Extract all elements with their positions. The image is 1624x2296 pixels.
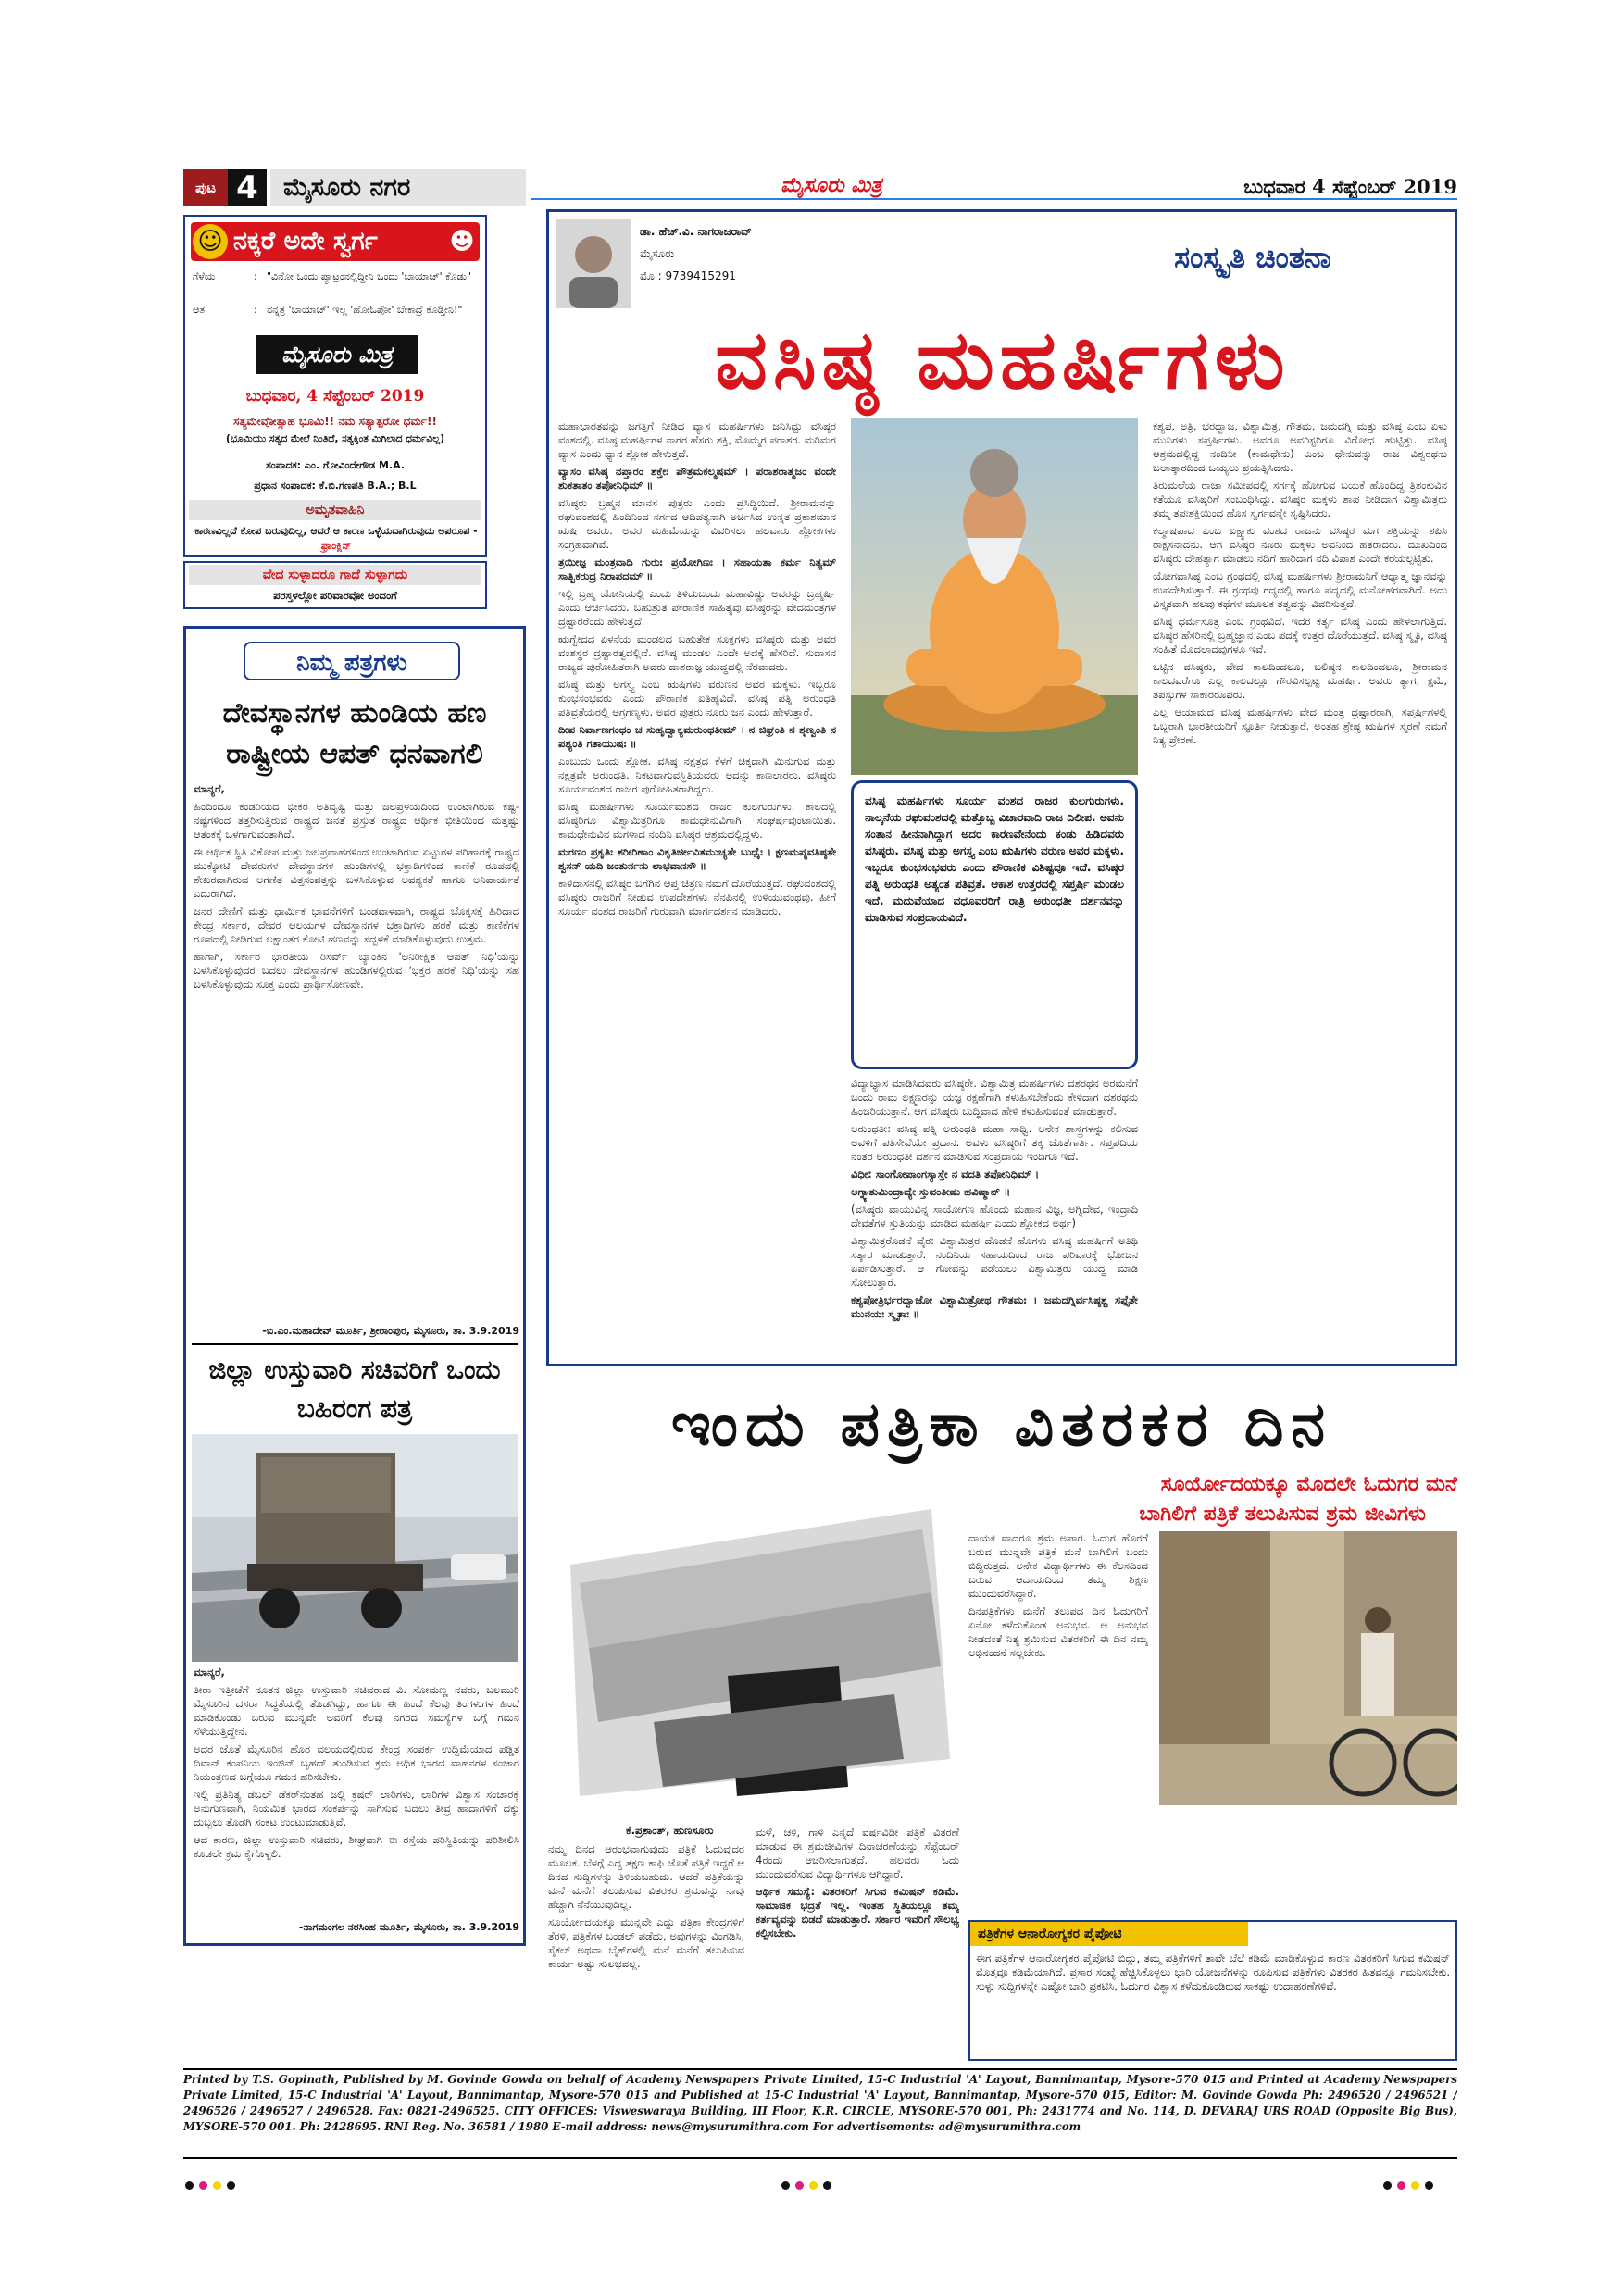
shloka: ತ್ರಯೀಜ್ಞ ಮಂತ್ರವಾದಿ ಗುರುಃ ಪ್ರಯೋಗಿಣಃ । ಸಹಾಯತಾ ಕರ್ಮ ನಿತ್ಯಮ್ ಸಾತ್ವಿಕರುದ್ರ ನಿರಾಪದಮ್ ॥ (558, 555, 836, 582)
mitra-logo: ಮೈಸೂರು ಮಿತ್ರ (256, 335, 418, 374)
truck-photo (192, 1434, 518, 1662)
letter2-body (194, 1666, 519, 1915)
joke-row (193, 302, 481, 322)
bicycle-photo (1159, 1531, 1457, 1805)
article-para: (ವಸಿಷ್ಠರು ವಾಯುವಿನ್ನ ಸಾಯೋಗಣ ಹೊಂದು ಮಹಾನ ವಿಜ್ಞ, ಅಗ್ನಿದೇವ, ಇಂದ್ರಾದಿ ದೇವತೆಗಳ ಸ್ತುತಿಯನ್ನು ಮಾಡಿದ ಮಹರ್ಷಿ ಎಂದು ಶ್ಲೋಕದ ಅರ್ಥ) (851, 1203, 1138, 1229)
amrutha-author: ಫ್ರಾಂಕ್ಲಿನ್ (320, 540, 352, 552)
letter2-para: ತೀರಾ ಇತ್ತೀಚೆಗೆ ನೂತನ ಜಿಲ್ಲಾ ಉಸ್ತುವಾರಿ ಸಚಿವರಾದ ವಿ. ಸೋಮಣ್ಣ ನವರು, ಬಲಮುರಿ ಮೈಸೂರಿನ ದಸರಾ ಸಿದ್ಧತೆಯಲ್ಲಿ ತೊಡಗಿದ್ದು, ಹಾಗೂ ಈ ಹಿಂದೆ ಕೆಲವು ತಿಂಗಳುಗಳ ಹಿಂದೆ ಮಾಡಿಕೊಂಡು ಬರುವ ಮುನ್ನವೇ ಅವರಿಗೆ ಕೆಲವು ನಗರದ ಸಮಸ್ಯೆಗಳ ಬಗ್ಗೆ ಗಮನ ಸೆಳೆಯುತ್ತಿದ್ದೇನೆ. (194, 1683, 519, 1738)
health-text: ಈಗ ಪತ್ರಿಕೆಗಳ ಆನಾರೋಗ್ಯಕರ ಪೈಪೋಟಿ ಬಿದ್ದು, ತಮ್ಮ ಪತ್ರಿಕೆಗಳಿಗೆ ತಾವೇ ಬೆಲೆ ಕಡಿಮೆ ಮಾಡಿಕೊಳ್ಳುವ ಕಾರಣ ವಿತರಕರಿಗೆ ಸಿಗುವ ಕಮಿಷನ್ ಮೊತ್ತವೂ ಕಡಿಮೆಯಾಗಿದೆ. ಪ್ರಸಾರ ಸಂಖ್ಯೆ ಹೆಚ್ಚಿಸಿಕೊಳ್ಳಲು ಭಾರಿ ಯೋಜನೆಗಳನ್ನು ರೂಪಿಸುವ ಪತ್ರಿಕೆಗಳು ವಿತರಕರ ಹಿತವನ್ನೂ ಗಮನಿಸಬೇಕು. ಸುಳ್ಳು ಸುದ್ದಿಗಳನ್ನೇ ಎಷ್ಟೋ ಬಾರಿ ಪ್ರಕಟಿಸಿ, ಓದುಗರ ವಿಶ್ವಾಸ ಕಳೆದುಕೊಂಡಿರುವ ಸಾಕಷ್ಟು ಉದಾಹರಣೆಗಳಿವೆ. (976, 1952, 1450, 1992)
health-title: ಪತ್ರಿಕೆಗಳ ಆನಾರೋಗ್ಯಕರ ಪೈಪೋಟಿ (970, 1922, 1248, 1946)
nakkare-date: ಬುಧವಾರ, 4 ಸೆಪ್ಟೆಂಬರ್ 2019 (245, 387, 425, 406)
page-header (183, 169, 1457, 206)
article-para: ಒಟ್ಟಿನ ವಸಿಷ್ಠರು, ವೇದ ಕಾಲದಿಂದಲೂ, ಬಲಿಷ್ಠನ ಕಾಲದಿಂದಲೂ, ಶ್ರೀರಾಮನ ಕಾಲದವರೆಗೂ ಎಲ್ಲ ಕಾಲದಲ್ಲೂ ಗೌರವಿಸಲ್ಪಟ್ಟ ಮಹರ್ಷಿ. ಅವರು ತ್ಯಾಗ, ಕ್ಷಮೆ, ತಪಸ್ಸುಗಳ ಸಾಕಾರರೂಪರು. (1153, 660, 1447, 701)
amrutha-title: ಅಮೃತವಾಹಿನಿ (189, 500, 481, 520)
header-rule (531, 198, 1457, 200)
nakkare-motto: ಸತ್ಯಮೇವೋತ್ಸಾಹ ಭೂಮಿ!! ನಮ ಸತ್ಯಾತ್ಪರೋ ಧರ್ಮ!! (233, 415, 437, 428)
distributors-para: ದಿನಪತ್ರಿಕೆಗಳು ಮನೆಗೆ ತಲುಪದ ದಿನ ಓದುಗರಿಗೆ ಏನೋ ಕಳೆದುಕೊಂಡ ಅನುಭವ. ಆ ಅನುಭವ ನೀಡದಂತೆ ನಿತ್ಯ ಶ್ರಮಿಸುವ ವಿತರಕರಿಗೆ ಈ ದಿನ ನಮ್ಮ ಅಭಿನಂದನೆ ಸಲ್ಲಬೇಕು. (968, 1604, 1148, 1659)
article-para: ವಸಿಷ್ಠ ಧರ್ಮಸೂತ್ರ ಎಂಬ ಗ್ರಂಥವಿದೆ. ಇದರ ಕರ್ತೃ ವಸಿಷ್ಠ ಎಂದು ಹೇಳಲಾಗುತ್ತಿದೆ. ವಸಿಷ್ಠರ ಹೆಸರಿನಲ್ಲಿ ಬ್ರಹ್ಮಜ್ಞಾನ ಎಂಬ ಪದಕ್ಕೆ ಉತ್ತರ ದೊರೆಯುತ್ತದೆ. ವಸಿಷ್ಠ ಸ್ಮೃತಿ, ವಸಿಷ್ಠ ಸಂಹಿತೆ ಮೊದಲಾದವುಗಳೂ ಇವೆ. (1153, 615, 1447, 655)
article-para: ಕಾಳಿದಾಸನಲ್ಲಿ ವಸಿಷ್ಠರ ಬಗೆಗಿನ ಆಪ್ತ ಚಿತ್ರಣ ನಮಗೆ ದೊರೆಯುತ್ತದೆ. ರಘುವಂಶದಲ್ಲಿ ವಸಿಷ್ಠರು ರಾಜರಿಗೆ ನೀಡುವ ಉಪದೇಶಗಳು ನೆನಪಿನಲ್ಲಿ ಉಳಿಯುವಂಥವು. ಹೀಗೆ ಸೂರ್ಯ ವಂಶದ ರಾಜರಿಗೆ ಗುರುವಾಗಿ ಮಾರ್ಗದರ್ಶನ ಮಾಡಿದರು. (558, 877, 836, 917)
column-title: ಸಂಸ್ಕೃತಿ ಚಿಂತನಾ (1174, 240, 1331, 275)
article-para: ಎಂಬುದು ಒಂದು ಶ್ಲೋಕ. ವಸಿಷ್ಠ ನಕ್ಷತ್ರದ ಕೆಳಗೆ ಚಿಕ್ಕದಾಗಿ ಮಿನುಗುವ ಮತ್ತು ನಕ್ಷತ್ರವೇ ಅರುಂಧತಿ. ನಿಕಟವಾಗುವಸ್ಥಿತಿಯವರು ಅದನ್ನು ಕಾಣಲಾರರು. ವಸಿಷ್ಠರು ಸೂರ್ಯವಂಶದ ರಾಜರ ಪುರೋಹಿತರಾಗಿದ್ದರು. (558, 755, 836, 795)
letter-divider (192, 1343, 518, 1345)
section-title: ಮೈಸೂರು ನಗರ (270, 169, 526, 206)
sage-illustration (851, 418, 1138, 775)
distributors-para: ಮಳೆ, ಚಳಿ, ಗಾಳಿ ಎನ್ನದೆ ವರ್ಷವಿಡೀ ಪತ್ರಿಕೆ ವಿತರಣೆ ಮಾಡುವ ಈ ಶ್ರಮಜೀವಿಗಳ ದಿನಾಚರಣೆಯನ್ನು ಸೆಪ್ಟೆಂಬರ್ 4ರಂದು ಆಚರಿಸಲಾಗುತ್ತದೆ. ಹಲವರು ಓದು ಮುಂದುವರೆಸುವ ವಿದ್ಯಾರ್ಥಿಗಳೂ ಆಗಿದ್ದಾರೆ. (756, 1826, 959, 1880)
author-name: ಡಾ. ಹೆಚ್.ವಿ. ನಾಗರಾಜರಾವ್ (640, 225, 752, 238)
footer-rule-bottom (183, 2157, 1457, 2159)
article-para: ಎಲ್ಲ ಆಯಾಮದ ವಸಿಷ್ಠ ಮಹರ್ಷಿಗಳು ವೇದ ಮಂತ್ರ ದ್ರಷ್ಟಾರರಾಗಿ, ಸಪ್ತರ್ಷಿಗಳಲ್ಲಿ ಒಬ್ಬರಾಗಿ ಭಾರತೀಯರಿಗೆ ಸ್ಫೂರ್ತಿ ನೀಡುತ್ತಾರೆ. ಅಂತಹ ಶ್ರೇಷ್ಠ ಋಷಿಗಳ ಸ್ಮರಣೆ ನಮಗೆ ನಿತ್ಯ ಪ್ರೇರಣೆ. (1153, 705, 1447, 746)
smiley-icon: ☺ (193, 224, 228, 259)
author-portrait (556, 219, 631, 308)
vasishta-col1 (558, 419, 836, 1354)
author-photo (556, 219, 631, 308)
newspaper-stack-illustration (543, 1481, 968, 1824)
masthead-small: ಮೈಸೂರು ಮಿತ್ರ (781, 173, 882, 197)
letter2-signature: -ನಾಗಮಂಗಲ ನರಸಿಂಹ ಮೂರ್ತಿ, ಮೈಸೂರು, ತಾ. 3.9.2019 (298, 1921, 519, 1933)
author-place: ಮೈಸೂರು (640, 247, 675, 260)
page-number: 4 (228, 169, 267, 206)
article-para: ಋಗ್ವೇದದ ಏಳನೆಯ ಮಂಡಲದ ಬಹುತೇಕ ಸೂಕ್ತಗಳು ವಸಿಷ್ಠರು ಮತ್ತು ಅವರ ವಂಶಸ್ಥರ ದ್ರಷ್ಟಾರತ್ವದಲ್ಲಿವೆ. ವಸಿಷ್ಠ ಮಂಡಲ ಎಂದೇ ಅದಕ್ಕೆ ಹೆಸರಿದೆ. ಸುದಾಸನ ರಾಜ್ಯದ ಪುರೋಹಿತರಾಗಿ ಅವರು ದಾಶರಾಜ್ಞ ಯುದ್ಧದಲ್ಲಿ ನೆರವಾದರು. (558, 632, 836, 673)
letter2-para: ಇಲ್ಲಿ ಪ್ರತಿನಿತ್ಯ ಡಬಲ್ ಡೆಕರ್‌ನಂತಹ ಜಲ್ಲಿ ಕ್ರಷರ್ ಲಾರಿಗಳು, ಲಾರಿಗಳ ವಿಶ್ವಾಸ ಸಂಚಾರಕ್ಕೆ ಅನುಗುಣವಾಗಿ, ನಿಯಮಿತ ಭಾರದ ಸಂಕರ್ಪನ್ನು ಸಾಗಿಸುವ ಬದಲು ತೀವ್ರ ಹಾದಾಗಳಿಗೆ ದಕ್ಕು ದುಬ್ಬಲು ತೊಡಗಿ ಸಂಕಟ ಉಂಟುಮಾಡುತ್ತಿವೆ. (194, 1788, 519, 1828)
letter1-para: ಈ ಆರ್ಥಿಕ ಸ್ಥಿತಿ ವಿಕೋಪ ಮತ್ತು ಜಲಪ್ರವಾಹಗಳಿಂದ ಉಂಟಾಗಿರುವ ಏಟ್ಟುಗಳ ಪರಿಹಾರಕ್ಕೆ ರಾಷ್ಟ್ರದ ಮುಕ್ಕೋಟಿ ದೇವರುಗಳ ದೇವಸ್ಥಾನಗಳ ಹುಂಡಿಗಳಲ್ಲಿ ಭಕ್ತಾದಿಗಳಿಂದ ಕಾಣಿಕೆ ರೂಪದಲ್ಲಿ ಶೇಖರವಾಗಿರುವ ಅಗಣಿತ ವಿತ್ತಸಂಪತ್ತನ್ನು ಬಳಸಿಕೊಳ್ಳುವ ಅವಶ್ಯಕತೆ ಹಾಗೂ ಅನಿವಾರ್ಯತೆ ಎದುರಾಗಿದೆ. (194, 845, 519, 900)
distributors-para: ದಾಯಕ ವಾದರೂ ಶ್ರಮ ಅಪಾರ. ಓದುಗ ಹೊರಗೆ ಬರುವ ಮುನ್ನವೇ ಪತ್ರಿಕೆ ಮನೆ ಬಾಗಿಲಿಗೆ ಬಂದು ಬಿದ್ದಿರುತ್ತದೆ. ಅನೇಕ ವಿದ್ಯಾರ್ಥಿಗಳು ಈ ಕೆಲಸದಿಂದ ಬರುವ ಆದಾಯದಿಂದ ತಮ್ಮ ಶಿಕ್ಷಣ ಮುಂದುವರೆಸಿದ್ದಾರೆ. (968, 1531, 1148, 1600)
vasishta-col3 (1153, 419, 1447, 1354)
vasishta-frame (546, 209, 1457, 1366)
amrutha-text: ಕಾರಣವಿಲ್ಲದೆ ಕೋಪ ಬರುವುದಿಲ್ಲ, ಆದರೆ ಆ ಕಾರಣ ಒಳ್ಳೆಯದಾಗಿರುವುದು ಅಪರೂಪ - (194, 525, 478, 537)
vasishta-headline: ವಸಿಷ್ಠ ಮಹರ್ಷಿಗಳು (715, 311, 1291, 407)
shloka: ಕಶ್ಯಪೋತ್ರಿರ್ಭರದ್ವಾಜೋ ವಿಶ್ವಾಮಿತ್ರೋಥ ಗೌತಮಃ । ಜಮದಗ್ನಿರ್ವಸಿಷ್ಠಶ್ಚ ಸಪ್ತೈತೇ ಮುನಯಃ ಸ್ಮೃತಾಃ ॥ (851, 1293, 1138, 1320)
chief-editor-line: ಪ್ರಧಾನ ಸಂಪಾದಕ: ಕೆ.ಬಿ.ಗಣಪತಿ B.A.; B.L (254, 480, 417, 492)
cartoon-icon: ☻ (449, 228, 475, 256)
letter2-para: ಅದರ ಜೊತೆ ಮೈಸೂರಿನ ಹೊರ ವಲಯದಲ್ಲಿರುವ ಕೇಂದ್ರ ಸಂಪರ್ಕ ಉದ್ದಿಮೆಯಾದ ಪಡ್ಡಿತ ದಿವಾನ್ ಕಂಪನಿಯ ಇಂಜಿನ್ ಬೃಹದ್ ತುಂಡಿಸುವ ಕ್ರಮ ಅಧಿಕ ಭಾರದ ವಾಹನಗಳ ಸಂಚಾರ ನಿಯಂತ್ರಣದ ಬಗ್ಗೆಯೂ ಗಮನ ಹರಿಸಬೇಕು. (194, 1742, 519, 1783)
letter1-para: ಜನರ ದೇಣಿಗೆ ಮತ್ತು ಧಾರ್ಮಿಕ ಭಾವನೆಗಳಿಗೆ ಬಂಡವಾಳವಾಗಿ, ರಾಷ್ಟ್ರದ ಬೊಕ್ಕಸಕ್ಕೆ ಹಿರಿದಾದ ಕೇಂದ್ರ ಸರ್ಕಾರ, ದೇವರ ಆಲಯಗಳ ದೇವಸ್ಥಾನಗಳ ಭಕ್ತಾದಿಗಳು ಹರಕೆ ಮತ್ತು ಕಾಣಿಕೆಗಳ ರೂಪದಲ್ಲಿ ನೀಡಿರುವ ಲಕ್ಷಾಂತರ ಕೋಟಿ ಹಣವನ್ನು ಸದ್ಬಳಕೆ ಮಾಡಿಕೊಳ್ಳುವುದು ಉತ್ತಮ. (194, 905, 519, 945)
nakkare-title: ನಕ್ಕರೆ ಅದೇ ಸ್ವರ್ಗ (233, 227, 378, 256)
article-para: ಕಲ್ಮಾಷಪಾದ ಎಂಬ ಐಕ್ಷ್ವಾಕು ವಂಶದ ರಾಜನು ವಸಿಷ್ಠರ ಮಗ ಶಕ್ತಿಯನ್ನು ಶಪಿಸಿ ರಾಕ್ಷಸನಾದನು. ಆಗ ವಸಿಷ್ಠರ ನೂರು ಮಕ್ಕಳು ಅವನಿಂದ ಹತರಾದರು. ದುಃಖದಿಂದ ವಸಿಷ್ಠರು ದೇಹತ್ಯಾಗ ಮಾಡಲು ನದಿಗೆ ಹಾರಿದಾಗ ನದಿ ವಿಪಾಶ ಎಂದೇ ಕರೆಯಲ್ಪಟ್ಟಿತು. (1153, 524, 1447, 565)
joke-colon: : (254, 270, 257, 282)
shloka: ವ್ಯಾಸಂ ವಸಿಷ್ಠ ನಪ್ತಾರಂ ಶಕ್ತೇಃ ಪೌತ್ರಮಕಲ್ಮಷಮ್ । ಪರಾಶರಾತ್ಮಜಂ ವಂದೇ ಶುಕತಾತಂ ತಪೋನಿಧಿಮ್ ॥ (558, 465, 836, 492)
article-para: ಕಶ್ಯಪ, ಅತ್ರಿ, ಭರದ್ವಾಜ, ವಿಶ್ವಾಮಿತ್ರ, ಗೌತಮ, ಜಮದಗ್ನಿ ಮತ್ತು ವಸಿಷ್ಠ ಎಂಬ ಏಳು ಮುನಿಗಳು ಸಪ್ತರ್ಷಿಗಳು. ಅವರೂ ಅವರಿಸ್ಟರಿಗೂ ವಿರೋಧ ಹುಟ್ಟಿತ್ತು. ವಸಿಷ್ಠ ಆಶ್ರಮದಲ್ಲಿದ್ದ ನಂದಿನೀ (ಕಾಮಧೇನು) ಎಂಬ ಧೇನುವನ್ನು ರಾಜ ವಿಶ್ವರಥನು ಬಲಾತ್ಕಾರದಿಂದ ಒಯ್ಯಲು ಪ್ರಯತ್ನಿಸಿದನು. (1153, 419, 1447, 474)
truck-photo-illustration (192, 1434, 518, 1662)
vasishta-painting (851, 418, 1138, 775)
joke-speaker: ಗೆಳೆಯ (193, 270, 216, 282)
author-phone: ಮೊ : 9739415291 (640, 269, 736, 282)
joke-line: ನನ್ನತ್ರ 'ಬಾಯಾಚ್' ಇಲ್ಲ 'ಹೋಓಪೋ' ಬೇಕಾದ್ರೆ ಕೊಡ್ತೀನಿ!" (267, 304, 463, 316)
nakkare-header (191, 222, 480, 261)
letter1-para: ಹಾಗಾಗಿ, ಸರ್ಕಾರ ಭಾರತೀಯ ರಿಸರ್ವ್ ಬ್ಯಾಂಕಿನ 'ಅನಿರೀಕ್ಷಿತ ಆಪತ್ ನಿಧಿ'ಯನ್ನು ಬಳಸಿಕೊಳ್ಳುವುದರ ಬದಲು ದೇವಸ್ಥಾನಗಳ ಹುಂಡಿಗಳಲ್ಲಿರುವ 'ಭಕ್ತರ ಹರಕೆ ನಿಧಿ'ಯನ್ನು ಸಹ ಬಳಸಿಕೊಳ್ಳುವುದು ಸೂಕ್ತ ಎಂದು ಪ್ರಾರ್ಥಿಸೋಣವೇ. (194, 950, 519, 991)
distributors-para: ಸೂರ್ಯೋದಯಕ್ಕೂ ಮುನ್ನವೇ ಎದ್ದು ಪತ್ರಿಕಾ ಕೇಂದ್ರಗಳಿಗೆ ತೆರಳಿ, ಪತ್ರಿಕೆಗಳ ಬಂಡಲ್ ಪಡೆದು, ಅವುಗಳನ್ನು ವಿಂಗಡಿಸಿ, ಸೈಕಲ್ ಅಥವಾ ಬೈಕ್‌ಗಳಲ್ಲಿ ಮನೆ ಮನೆಗೆ ತಲುಪಿಸುವ ಕಾರ್ಯ ಅಷ್ಟು ಸುಲಭವಲ್ಲ. (548, 1915, 744, 1970)
letter2-title: ಜಿಲ್ಲಾ ಉಸ್ತುವಾರಿ ಸಚಿವರಿಗೆ ಒಂದು ಬಹಿರಂಗ ಪತ್ರ (208, 1354, 501, 1424)
article-para: ತಿರುಮಲೆಯ ರಾಜಾ ಸಮೀಪದಲ್ಲಿ ಸರ್ಗಕ್ಕೆ ಹೋಗುವ ಬಯಕೆ ಹೊಂದಿದ್ದ ತ್ರಿಶಂಕುವಿನ ಕತೆಯೂ ವಸಿಷ್ಠರಿಗೆ ಸಂಬಂಧಿಸಿದ್ದು. ವಸಿಷ್ಠರ ಮಕ್ಕಳು ಶಾಪ ನೀಡಿದಾಗ ವಿಶ್ವಾಮಿತ್ರರು ತಮ್ಮ ತಪಃಶಕ್ತಿಯಿಂದ ಹೊಸ ಸ್ವರ್ಗವನ್ನೇ ಸೃಷ್ಟಿಸಿದರು. (1153, 479, 1447, 519)
article-para: ಮಹಾಭಾರತವನ್ನು ಜಗತ್ತಿಗೆ ನೀಡಿದ ವ್ಯಾಸ ಮಹರ್ಷಿಗಳು ಜನಿಸಿದ್ದು ವಸಿಷ್ಠರ ವಂಶದಲ್ಲಿ. ವಸಿಷ್ಠ ಮಹರ್ಷಿಗಳ ನಾಗರ ಹೆಸರು ಶಕ್ತಿ, ಮೊಮ್ಮಗ ಪರಾಶರ. ಮರಿಮಗ ವ್ಯಾಸ ಎಂದು ಧ್ಯಾನ ಶ್ಲೋಕ ಹೇಳುತ್ತದೆ. (558, 419, 836, 460)
shloka: ವಿಧೀ: ಸಾಂಗೋಪಾಂಗಸ್ಯಾಸ್ತೇ ನ ವದತಿ ತಪೋನಿಧಿಮ್ । (851, 1167, 1040, 1180)
article-para: ವಿಶ್ವಾಮಿತ್ರರೊಡನೆ ವೈರ: ವಿಶ್ವಾಮಿತ್ರರ ದೊಡನೆ ಹೊಗಳು ವಸಿಷ್ಠ ಮಹರ್ಷಿಗೆ ಅತಿಥಿ ಸತ್ಕಾರ ಮಾಡುತ್ತಾರೆ. ನಂದಿನಿಯ ಸಹಾಯದಿಂದ ರಾಜ ಪರಿವಾರಕ್ಕೆ ಭೋಜನ ಏರ್ಪಡಿಸುತ್ತಾರೆ. ಆ ಗೋವನ್ನು ಪಡೆಯಲು ವಿಶ್ವಾಮಿತ್ರರು ಯುದ್ಧ ಮಾಡಿ ಸೋಲುತ್ತಾರೆ. (851, 1234, 1138, 1289)
letter1-title: ದೇವಸ್ಥಾನಗಳ ಹುಂಡಿಯ ಹಣ ರಾಷ್ಟ್ರೀಯ ಆಪತ್ ಧನವಾಗಲಿ (222, 697, 487, 770)
shloka: ಅಗ್ನ್ಯಾತುಮಿಂದ್ರಾದ್ಯೇ ಸ್ತುವಂತೀಷು ಹವಿಷ್ಮಾನ್ ॥ (851, 1185, 1011, 1198)
letters-badge: ನಿಮ್ಮ ಪತ್ರಗಳು (244, 642, 460, 680)
letter1-para: ಹಿಂದಿಂದೂ ಕಂಡರಿಯದ ಭೀಕರ ಅತಿವೃಷ್ಟಿ ಮತ್ತು ಜಲಪ್ರಳಯದಿಂದ ಉಂಟಾಗಿರುವ ಕಷ್ಟ-ನಷ್ಟಗಳಿಂದ ತತ್ತರಿಸುತ್ತಿರುವ ರಾಷ್ಟ್ರದ ಜನತೆ ಪ್ರಸ್ತುತ ರಾಷ್ಟ್ರದ ಆರ್ಥಿಕ ಭೀತಿಯಿಂದ ಮತ್ತಷ್ಟು ಆತಂಕಕ್ಕೆ ಒಳಗಾಗುವಂತಾಗಿದೆ. (194, 800, 519, 841)
distributors-col3 (968, 1531, 1148, 1911)
newspaper-stack-photo (543, 1481, 968, 1824)
article-para: ವಸಿಷ್ಠ ಮಹರ್ಷಿಗಳು ಸೂರ್ಯವಂಶದ ರಾಜರ ಕುಲಗುರುಗಳು. ಕಾಲದಲ್ಲಿ ವಸಿಷ್ಠರಿಗೂ ವಿಶ್ವಾಮಿತ್ರರಿಗೂ ಕಾಮಧೇನುವಿಗಾಗಿ ಸಂಘರ್ಷವುಂಟಾಯಿತು. ಕಾಮಧೇನುವಿನ ಮಗಳಾದ ನಂದಿನಿ ವಸಿಷ್ಠರ ಆಶ್ರಮದಲ್ಲಿದ್ದಳು. (558, 800, 836, 841)
header-date: ಬುಧವಾರ 4 ಸೆಪ್ಟೆಂಬರ್ 2019 (1243, 175, 1457, 198)
registration-marks-left (185, 2176, 241, 2193)
letter2-para: ಆದ ಕಾರಣ, ಜಿಲ್ಲಾ ಉಸ್ತುವಾರಿ ಸಚಿವರು, ಶೀಘ್ರವಾಗಿ ಈ ರಸ್ತೆಯ ಪರಿಸ್ಥಿತಿಯನ್ನು ಪರಿಶೀಲಿಸಿ ಕೂಡಲೇ ಕ್ರಮ ಕೈಗೊಳ್ಳಲಿ. (194, 1833, 519, 1860)
letter1-body (194, 782, 519, 1319)
vasishta-col2 (851, 1077, 1138, 1354)
joke-line: "ವಿನೋ ಒಂದು ಪ್ಯಾಟ್ರಂನಲ್ಲಿದ್ದೀನಿ ಒಂದು 'ಬಾಯಾಚ್' ಕೊಡು" (267, 270, 472, 282)
editor-line: ಸಂಪಾದಕ: ಎಂ. ಗೋವಿಂದೇಗೌಡ M.A. (265, 459, 406, 471)
letters-frame (183, 626, 526, 1946)
article-para: ವಸಿಷ್ಠರು ಬ್ರಹ್ಮನ ಮಾನಸ ಪುತ್ರರು ಎಂದು ಪ್ರಸಿದ್ಧಿಯಿದೆ. ಶ್ರೀರಾಮನನ್ನು ರಘುವಂಶದಲ್ಲಿ ಹಿಂದಿನಿಂದ ಸರ್ಗದ ಆದಿಪತ್ಯನಾಗಿ ಅರ್ಚಿಸಿದ ಉನ್ನತ ಪ್ರಕಾಶಮಾನ ಋಷಿ ಅವರು. ಅವರ ಮಹಿಮೆಯನ್ನು ವಿವರಿಸಲು ಹಲವಾರು ಶ್ಲೋಕಗಳು ಸಂಗ್ರಹವಾಗಿವೆ. (558, 496, 836, 551)
health-box (968, 1920, 1457, 2061)
nakkare-box (183, 215, 487, 557)
letter1-kicker: ಮಾನ್ಯರೆ, (194, 782, 225, 795)
distributors-deck-1: ಸೂರ್ಯೋದಯಕ್ಕೂ ಮೊದಲೇ ಓದುಗರ ಮನೆ (1160, 1472, 1457, 1496)
amrutha-quote (193, 524, 480, 554)
distributors-headline: ಇಂದು ಪತ್ರಿಕಾ ವಿತರಕರ ದಿನ (670, 1388, 1333, 1460)
registration-marks-center (781, 2176, 837, 2193)
article-para: ವಸಿಷ್ಠ ಮತ್ತು ಅಗಸ್ತ್ಯ ಎಂಬ ಋಷಿಗಳು ವರುಣನ ಅವರ ಮಕ್ಕಳು. ಇಬ್ಬರೂ ಕುಂಭಸಂಭವರು ಎಂದು ಪೌರಾಣಿಕ ಐತಿಹ್ಯವಿದೆ. ವಸಿಷ್ಠ ಪತ್ನಿ ಅರುಂಧತಿ ಪತಿವ್ರತೆಯರಲ್ಲಿ ಅಗ್ರಗಣ್ಯಳು. ಅವರ ಪುತ್ರರು ನೂರು ಜನ ಎಂದು ಹೇಳುತ್ತಾರೆ. (558, 678, 836, 718)
shloka: ದೀಪ ನಿರ್ವಾಣಗಂಧಂ ಚ ಸುಹೃದ್ವಾಕ್ಯಮರುಂಧತೀಮ್ । ನ ಜಿಘ್ರಂತಿ ನ ಶೃಣ್ವಂತಿ ನ ಪಶ್ಯಂತಿ ಗತಾಯುಷಃ ॥ (558, 723, 836, 750)
article-para: ವಿದ್ಯಾಭ್ಯಾಸ ಮಾಡಿಸಿದವರು ವಸಿಷ್ಠರೇ. ವಿಶ್ವಾಮಿತ್ರ ಮಹರ್ಷಿಗಳು ದಶರಥನ ಅರಮನೆಗೆ ಬಂದು ರಾಮ ಲಕ್ಷ್ಮಣರನ್ನು ಯಜ್ಞ ರಕ್ಷಣೆಗಾಗಿ ಕಳುಹಿಸಬೇಕೆಂದು ಕೇಳಿದಾಗ ದಶರಥನು ಹಿಂಜರಿಯುತ್ತಾನೆ. ಆಗ ವಸಿಷ್ಠರು ಬುದ್ಧಿವಾದ ಹೇಳಿ ಕಳುಹಿಸುವಂತೆ ಮಾಡುತ್ತಾರೆ. (851, 1077, 1138, 1117)
nakkare-motto-sub: (ಭೂಮಿಯು ಸತ್ಯದ ಮೇಲೆ ನಿಂತಿದೆ, ಸತ್ಯಕ್ಕಿಂತ ಮಿಗಿಲಾದ ಧರ್ಮವಿಲ್ಲ) (225, 433, 445, 444)
pullquote-box: ವಸಿಷ್ಠ ಮಹರ್ಷಿಗಳು ಸೂರ್ಯ ವಂಶದ ರಾಜರ ಕುಲಗುರುಗಳು. ನಾಲ್ಕನೆಯ ರಘುವಂಶದಲ್ಲಿ ಮತ್ತೊಬ್ಬ ವಿಚಾರವಾದಿ ರಾಜ ದಿಲೀಪ. ಅವನು ಸಂತಾನ ಹೀನನಾಗಿದ್ದಾಗ ಅದರ ಕಾರಣವೇನೆಂದು ಕಂಡು ಹಿಡಿದವರು ವಸಿಷ್ಠರು. ವಸಿಷ್ಠ ಮತ್ತು ಅಗಸ್ತ್ಯ ಎಂಬ ಋಷಿಗಳು ವರುಣ ಅವರ ಮಕ್ಕಳು. ಇಬ್ಬರೂ ಕುಂಭಸಂಭವರು ಎಂದು ಪೌರಾಣಿಕ ವಿಶಿಷ್ಟವೂ ಇದೆ. ವಸಿಷ್ಠರ ಪತ್ನಿ ಅರುಂಧತಿ ಅತ್ಯಂತ ಪತಿವ್ರತೆ. ಆಕಾಶ ಉತ್ತರದಲ್ಲಿ ಸಪ್ತರ್ಷಿ ಮಂಡಲ ಇದೆ. ಮದುವೆಯಾದ ವಧೂವರರಿಗೆ ರಾತ್ರಿ ಅರುಂಧತೀ ದರ್ಶನವನ್ನು ಮಾಡಿಸುವ ಸಂಪ್ರದಾಯವಿದೆ. (851, 780, 1138, 1069)
article-para: ಯೋಗವಾಸಿಷ್ಠ ಎಂಬ ಗ್ರಂಥದಲ್ಲಿ ವಸಿಷ್ಠ ಮಹರ್ಷಿಗಳು ಶ್ರೀರಾಮನಿಗೆ ಆಧ್ಯಾತ್ಮ ಜ್ಞಾನವನ್ನು ಉಪದೇಶಿಸುತ್ತಾರೆ. ಈ ಗ್ರಂಥವು ಗದ್ಯದಲ್ಲಿ ಹಾಗೂ ಪದ್ಯದಲ್ಲಿ ಮನೋಹರವಾಗಿದೆ. ಅದು ವಿಸ್ತೃತವಾಗಿ ಹಲವು ಕಥೆಗಳ ಮೂಲಕ ತತ್ವವನ್ನು ವಿವರಿಸುತ್ತದೆ. (1153, 569, 1447, 610)
joke-speaker: ಆತ (193, 304, 206, 316)
bicycle-vendor-illustration (1159, 1531, 1457, 1805)
footer-rule (183, 2068, 1457, 2070)
distributors-col2 (756, 1826, 959, 2053)
page-label-box: ಪುಟ (183, 169, 228, 206)
distributors-byline: ಕೆ.ಪ್ರಶಾಂತ್, ಹುಣಸೂರು (626, 1824, 714, 1837)
veda-box (183, 561, 487, 609)
distributors-para: ನಮ್ಮ ದಿನದ ಆರಂಭವಾಗುವುದು ಪತ್ರಿಕೆ ಓದುವುದರ ಮೂಲಕ. ಬೆಳಗ್ಗೆ ಎದ್ದ ತಕ್ಷಣ ಕಾಫಿ ಜೊತೆ ಪತ್ರಿಕೆ ಇದ್ದರೆ ಆ ದಿನದ ಸುದ್ದಿಗಳನ್ನು ತಿಳಿಯಬಹುದು. ಆದರೆ ಪತ್ರಿಕೆಯನ್ನು ಮನೆ ಮನೆಗೆ ತಲುಪಿಸುವ ವಿತರಕರ ಶ್ರಮವನ್ನು ನಾವು ಹೆಚ್ಚಾಗಿ ನೆನೆಯುವುದಿಲ್ಲ. (548, 1842, 744, 1911)
footer-imprint: Printed by T.S. Gopinath, Published by M. Govinde Gowda on behalf of Academy Newspapers Private Limited, 15-C Industrial 'A' Layout, Bannimantap, Mysore-570 015 and Printed at Academy Newspapers Private Limited, 15-C Industrial 'A' Layout, Bannimantap, Mysore-570 015 and Published at 15-C Industrial 'A' Layout, Bannimantap, Mysore-570 015, Editor: M. Govinde Gowda Ph: 2496520 / 2496521 / 2496526 / 2496527 / 2496528. Fax: 0821-2496525. CITY OFFICES: Visweswaraya Building, III Floor, K.R. CIRCLE, MYSORE-570 001, Ph: 2431774 and No. 114, D. DEVARAJ URS ROAD (Opposite Big Bus), MYSORE-570 001. Ph: 2428695. RNI Reg. No. 36581 / 1980 E-mail address: news@mysurumithra.com For advertisements: ad@mysurumithra.com (183, 2073, 1457, 2133)
joke-colon: : (254, 304, 257, 316)
article-para: ಅರುಂಧತೀ: ವಸಿಷ್ಠ ಪತ್ನಿ ಅರುಂಧತಿ ಮಹಾ ಸಾಧ್ವಿ. ಅನೇಕ ಶಾಸ್ತ್ರಗಳನ್ನು ಕಲಿಸುವ ಅವಳಿಗೆ ಪತಿಸೇವೆಯೇ ಪ್ರಧಾನ. ಅವಳು ವಸಿಷ್ಠರಿಗೆ ತಕ್ಕ ಜೊತೆಗಾರ್ತಿ. ಸಪ್ತಪದಿಯ ನಂತರ ಅರುಂಧತೀ ದರ್ಶನ ಮಾಡಿಸುವ ಸಂಪ್ರದಾಯ ಇಂದಿಗೂ ಇದೆ. (851, 1122, 1138, 1163)
distributors-col1 (548, 1842, 744, 2053)
distributors-para: ಆರ್ಥಿಕ ಸಮಸ್ಯೆ: ವಿತರಕರಿಗೆ ಸಿಗುವ ಕಮಿಷನ್ ಕಡಿಮೆ. ಸಾಮಾಜಿಕ ಭದ್ರತೆ ಇಲ್ಲ. ಇಂತಹ ಸ್ಥಿತಿಯಲ್ಲೂ ತಮ್ಮ ಕರ್ತವ್ಯವನ್ನು ಬಿಡದೆ ಮಾಡುತ್ತಾರೆ. ಸರ್ಕಾರ ಇವರಿಗೆ ಸೌಲಭ್ಯ ಕಲ್ಪಿಸಬೇಕು. (756, 1885, 959, 1940)
article-para: ಇಲ್ಲಿ ಬ್ರಹ್ಮ ಯೋನಿಯಲ್ಲಿ ಎಂದು ತಿಳಿದುಬಂದು ಮಹಾವಿಷ್ಣು ಅವರನ್ನು ಬ್ರಹ್ಮರ್ಷಿ ಎಂದು ಆರ್ಚಿಸಿದರು. ಬಹುಶ್ರುತ ಪೌರಾಣಿಕ ಸಾಹಿತ್ಯವು ವಸಿಷ್ಠರನ್ನು ವೇದಮಂತ್ರಗಳ ದ್ರಷ್ಟಾರರೆಂದು ಹೇಳುತ್ತದೆ. (558, 587, 836, 628)
letter1-signature: -ಬಿ.ಎಂ.ಮಹಾದೇವ್ ಮೂರ್ತಿ, ಶ್ರೀರಾಂಪುರ, ಮೈಸೂರು, ತಾ. 3.9.2019 (262, 1325, 519, 1337)
letter2-kicker: ಮಾನ್ಯರೆ, (194, 1666, 225, 1678)
joke-row (193, 268, 481, 289)
veda-title: ವೇದ ಸುಳ್ಳಾದರೂ ಗಾದೆ ಸುಳ್ಳಾಗದು (189, 565, 481, 585)
shloka: ಮರಣಂ ಪ್ರಕೃತಿಃ ಶರೀರಿಣಾಂ ವಿಕೃತಿರ್ಜೀವಿತಮುಚ್ಯತೇ ಬುಧೈಃ । ಕ್ಷಣಮಪ್ಯವತಿಷ್ಠತೇ ಶ್ವಸನ್ ಯದಿ ಜಂತುರ್ನನು ಲಾಭವಾನಸೌ ॥ (558, 845, 836, 872)
registration-marks-right (1383, 2176, 1439, 2193)
veda-text: ಪರಸ್ತಳಲ್ಲೋ ಪರಿವಾರವೋ ಅಂದಂಗೆ (273, 589, 397, 602)
distributors-deck-2: ಬಾಗಿಲಿಗೆ ಪತ್ರಿಕೆ ತಲುಪಿಸುವ ಶ್ರಮ ಜೀವಿಗಳು (1139, 1502, 1426, 1526)
